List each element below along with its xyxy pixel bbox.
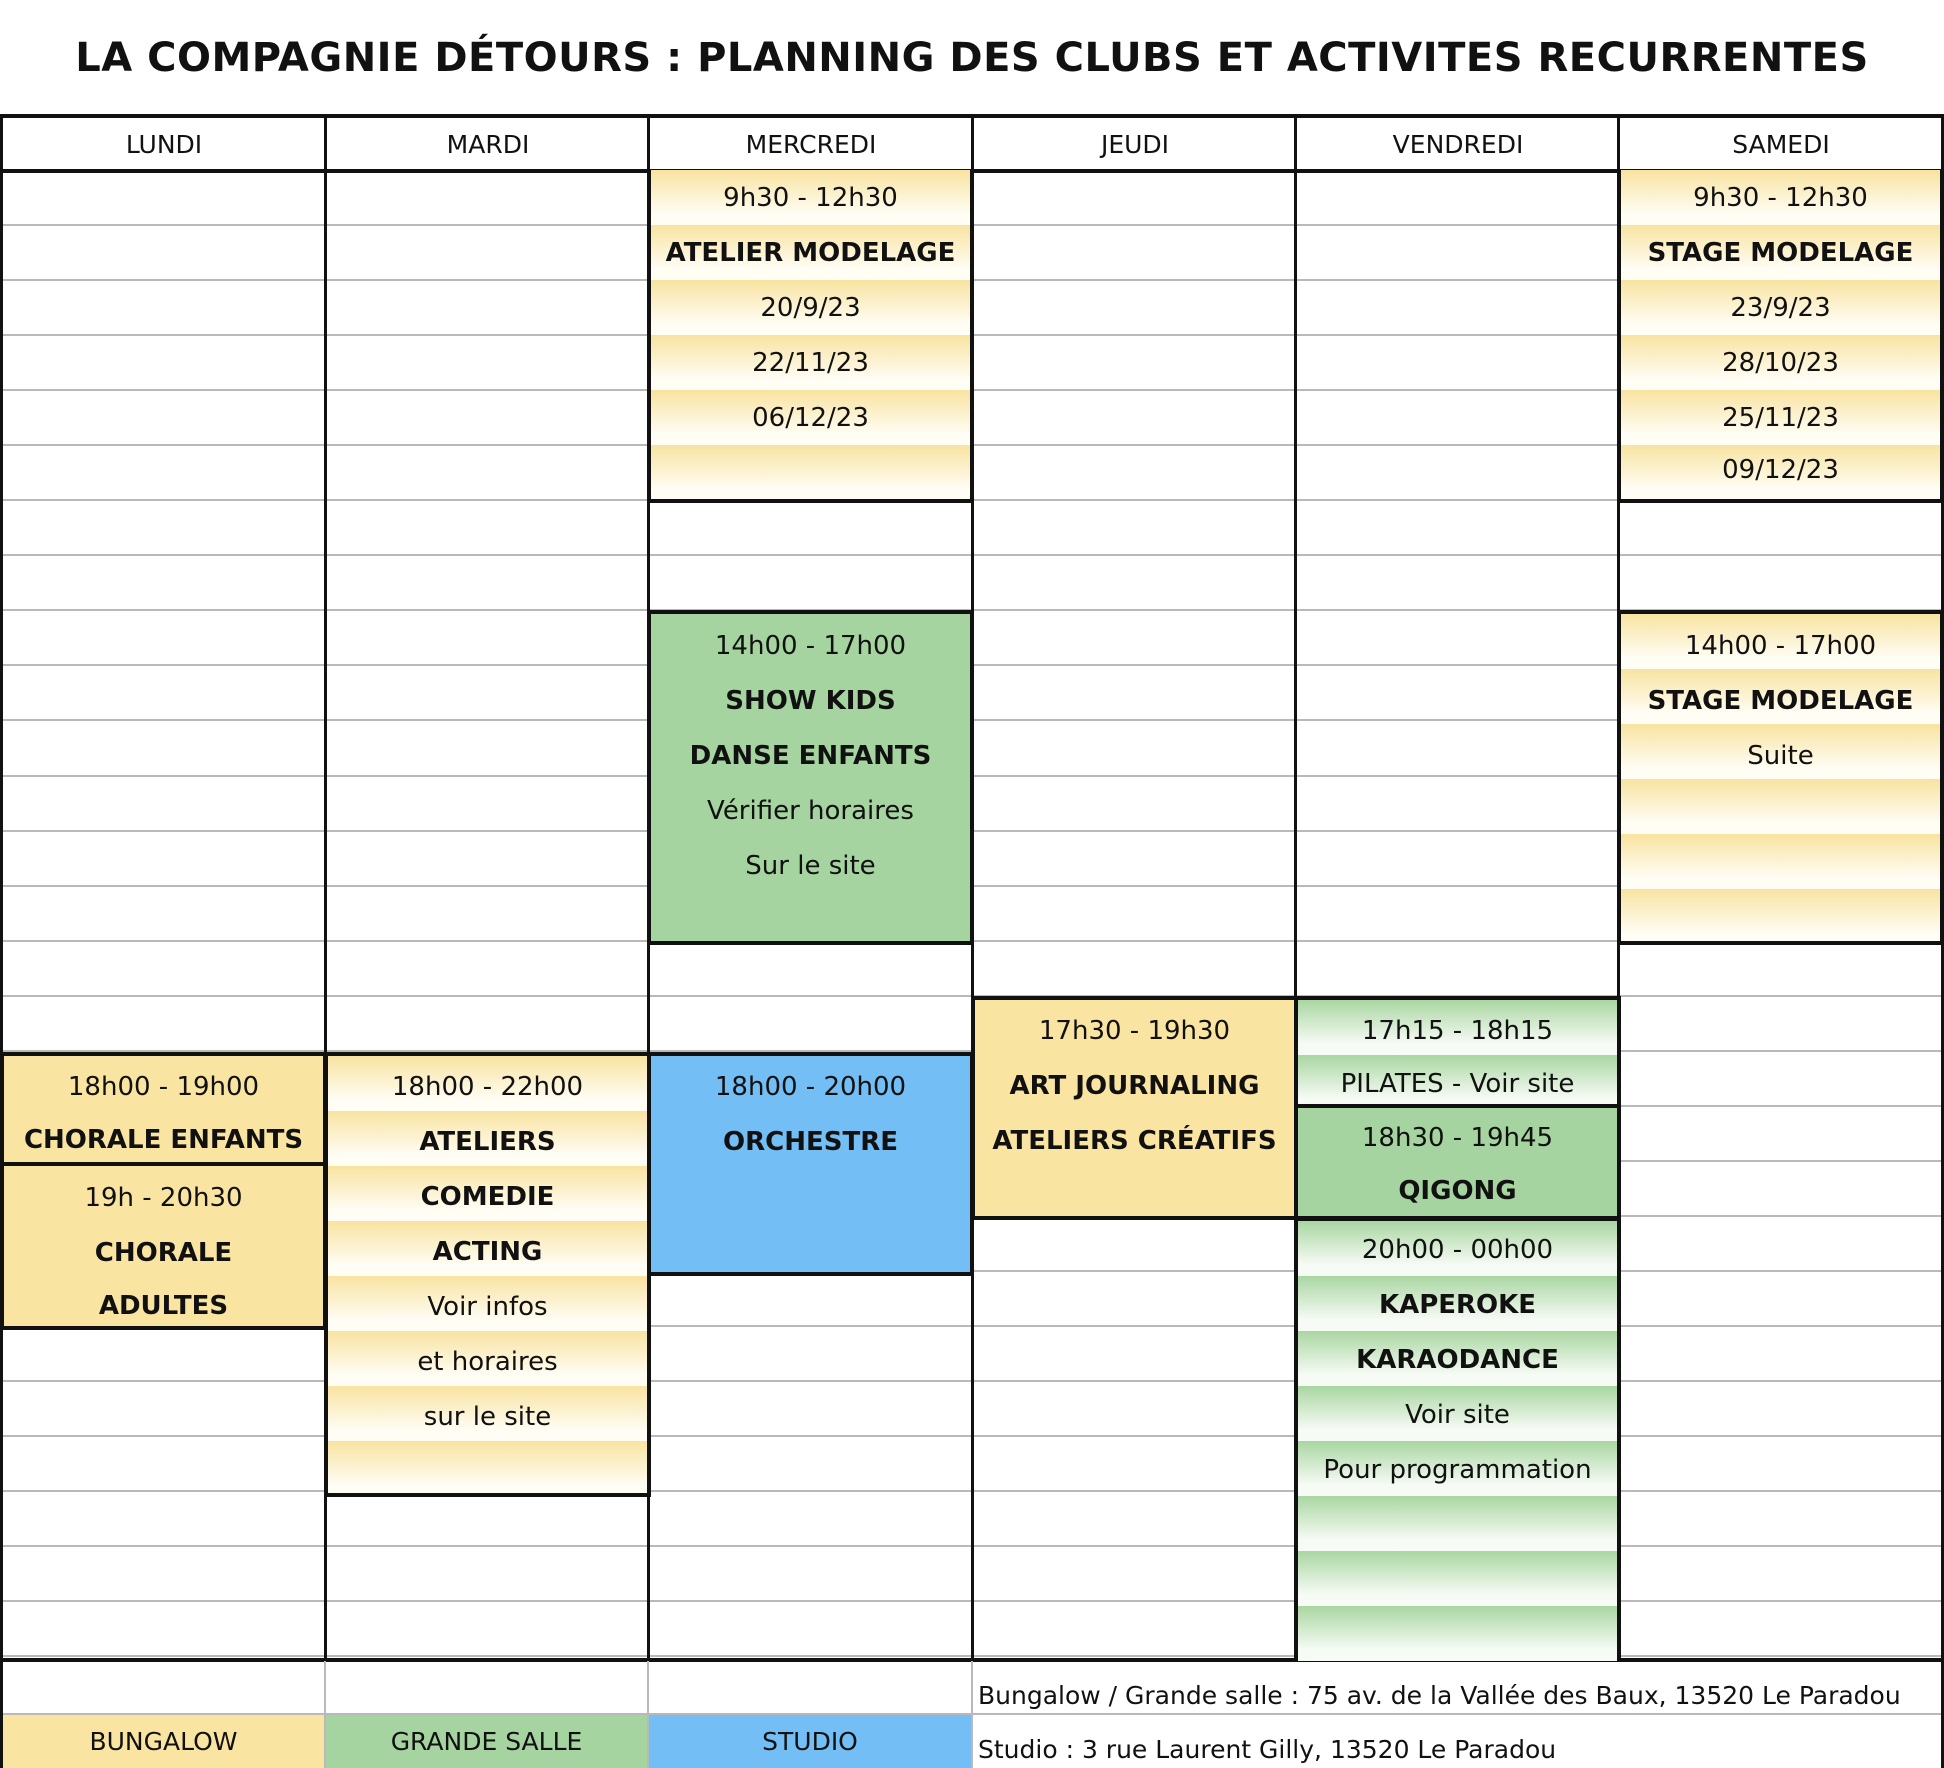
activity-block-art-journaling[interactable] [971, 996, 1298, 1220]
day-header-samedi: SAMEDI [1732, 129, 1830, 159]
activity-block-show-kids[interactable] [647, 610, 974, 945]
activity-time: 9h30 - 12h30 [1693, 182, 1868, 213]
activity-title: ART JOURNALING [1009, 1070, 1260, 1101]
activity-block-pilates[interactable] [1294, 996, 1621, 1108]
activity-title: STAGE MODELAGE [1647, 237, 1914, 268]
activity-block-kaperoke[interactable] [1294, 1217, 1621, 1661]
activity-note: Vérifier horaires [707, 795, 914, 826]
activity-time: 20h00 - 00h00 [1361, 1234, 1554, 1265]
activity-date: 22/11/23 [752, 347, 869, 378]
activity-date: 06/12/23 [752, 402, 869, 433]
activity-title: ATELIERS [419, 1126, 556, 1157]
activity-time: 18h00 - 19h00 [67, 1071, 260, 1102]
legend-studio: STUDIO [649, 1715, 971, 1768]
activity-note: et horaires [417, 1346, 558, 1377]
activity-block-stage-modelage-suite[interactable] [1617, 610, 1944, 945]
address-bungalow: Bungalow / Grande salle : 75 av. de la Vallée des Baux, 13520 Le Paradou [978, 1681, 1901, 1710]
activity-note: Voir site [1405, 1399, 1510, 1430]
day-header-mardi: MARDI [446, 129, 530, 159]
day-header-jeudi: JEUDI [1100, 129, 1170, 159]
activity-time: 18h30 - 19h45 [1361, 1122, 1554, 1153]
legend-grande-salle: GRANDE SALLE [326, 1715, 647, 1768]
activity-title: KAPEROKE [1378, 1289, 1537, 1320]
activity-block-chorale-enfants[interactable] [0, 1052, 327, 1166]
activity-date: 20/9/23 [760, 292, 861, 323]
activity-subtitle: DANSE ENFANTS [689, 740, 932, 771]
activity-title: COMEDIE [420, 1181, 555, 1212]
activity-note: Pour programmation [1323, 1454, 1592, 1485]
activity-time: 18h00 - 20h00 [714, 1071, 907, 1102]
activity-subtitle: ATELIERS CRÉATIFS [992, 1125, 1277, 1156]
activity-block-ateliers-comedie[interactable] [324, 1052, 651, 1497]
activity-title: ACTING [432, 1236, 543, 1267]
legend-bungalow: BUNGALOW [3, 1715, 324, 1768]
activity-title: CHORALE ENFANTS [23, 1124, 304, 1155]
activity-time: 19h - 20h30 [84, 1182, 243, 1213]
activity-date: 25/11/23 [1722, 402, 1839, 433]
page-title: LA COMPAGNIE DÉTOURS : PLANNING DES CLUBS ET ACTIVITES RECURRENTES [75, 35, 1869, 81]
day-header-lundi: LUNDI [125, 129, 203, 159]
activity-title: ORCHESTRE [723, 1126, 898, 1157]
day-header-mercredi: MERCREDI [745, 129, 877, 159]
activity-note: Voir infos [427, 1291, 548, 1322]
address-studio: Studio : 3 rue Laurent Gilly, 13520 Le Paradou [978, 1735, 1557, 1764]
activity-title: SHOW KIDS [725, 685, 896, 716]
column-border-left [0, 114, 3, 1768]
activity-block-orchestre[interactable] [647, 1052, 974, 1276]
activity-time: 17h30 - 19h30 [1038, 1015, 1231, 1046]
activity-title: QIGONG [1398, 1175, 1517, 1206]
activity-title: ADULTES [98, 1290, 229, 1321]
activity-block-atelier-modelage[interactable] [647, 170, 974, 503]
activity-title: ATELIER MODELAGE [665, 237, 956, 268]
activity-date: 23/9/23 [1730, 292, 1831, 323]
activity-date: 28/10/23 [1722, 347, 1839, 378]
activity-title: KARAODANCE [1356, 1344, 1559, 1375]
activity-time: 14h00 - 17h00 [1684, 630, 1877, 661]
activity-title: CHORALE [94, 1237, 233, 1268]
activity-title: STAGE MODELAGE [1647, 685, 1914, 716]
activity-title: PILATES - Voir site [1340, 1068, 1575, 1099]
activity-note: Suite [1747, 740, 1814, 771]
activity-date: 09/12/23 [1722, 454, 1839, 485]
activity-note: sur le site [423, 1401, 552, 1432]
day-header-vendredi: VENDREDI [1392, 129, 1524, 159]
activity-time: 17h15 - 18h15 [1361, 1015, 1554, 1046]
activity-block-qigong[interactable] [1294, 1104, 1621, 1220]
activity-time: 9h30 - 12h30 [723, 182, 898, 213]
activity-note: Sur le site [745, 850, 876, 881]
activity-block-chorale-adultes[interactable] [0, 1162, 327, 1330]
activity-time: 14h00 - 17h00 [714, 630, 907, 661]
activity-time: 18h00 - 22h00 [391, 1071, 584, 1102]
activity-block-stage-modelage-matin[interactable] [1617, 170, 1944, 503]
